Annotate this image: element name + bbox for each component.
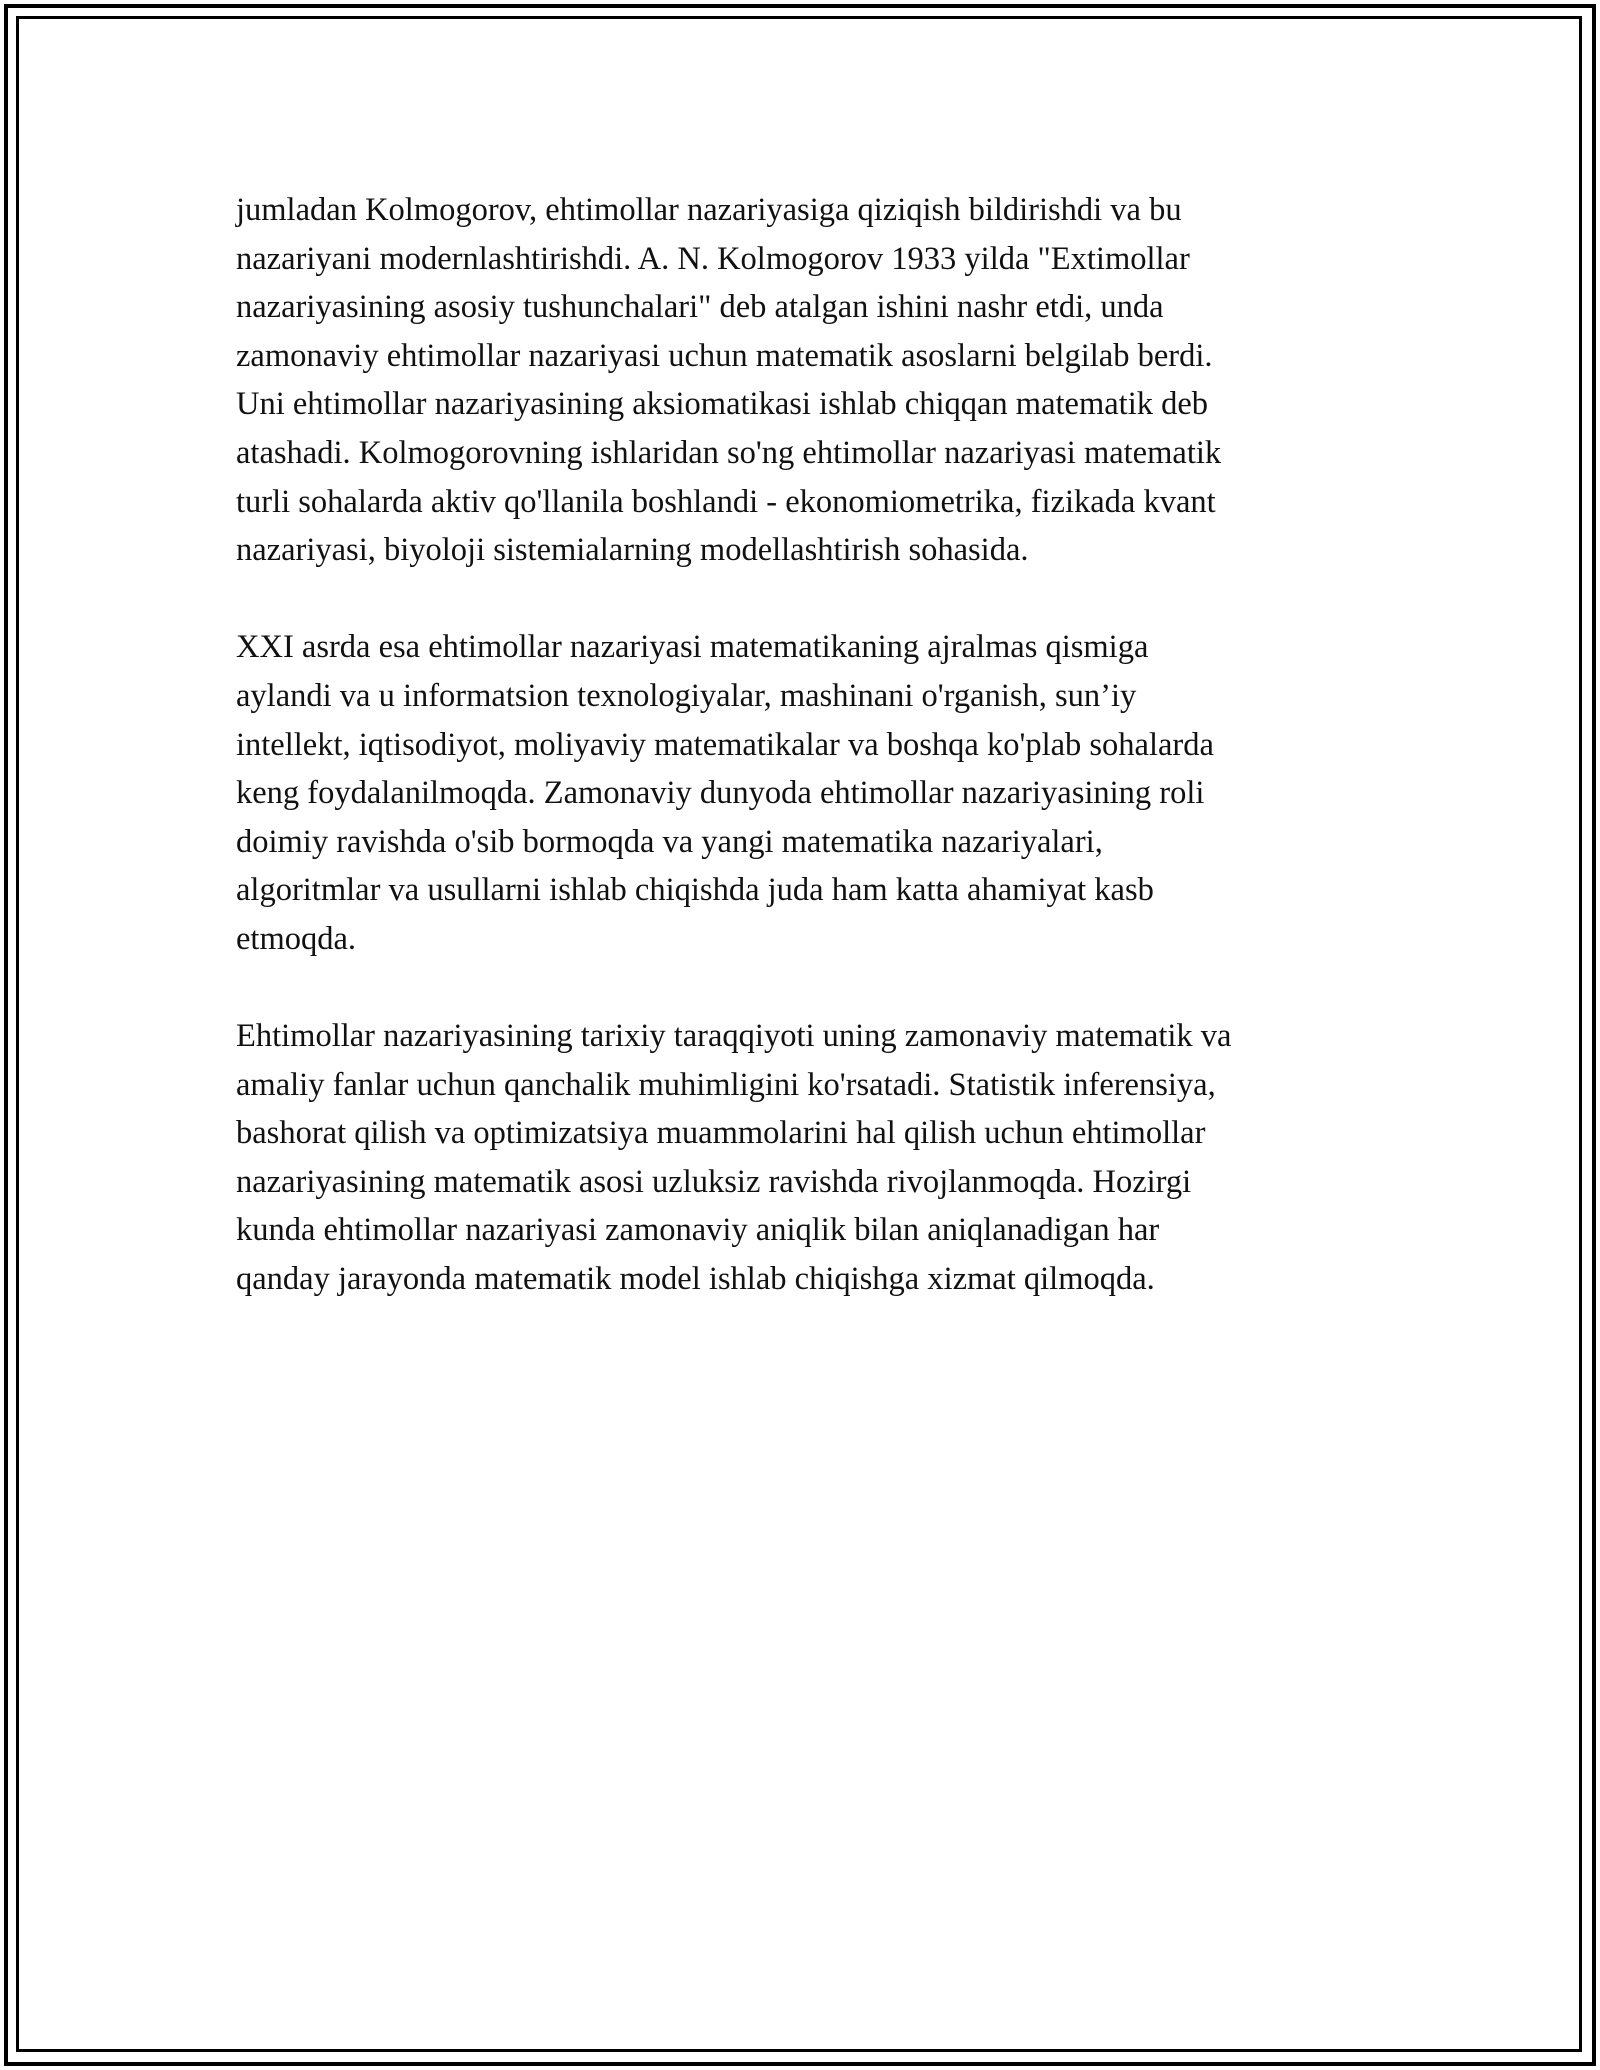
text-line: etmoqda. bbox=[236, 920, 357, 957]
text-line: algoritmlar va usullarni ishlab chiqishda juda ham katta ahamiyat kasb bbox=[236, 872, 1154, 909]
text-line: zamonaviy ehtimollar nazariyasi uchun matematik asoslarni belgilab berdi. bbox=[236, 337, 1213, 374]
text-line: jumladan Kolmogorov, ehtimollar nazariyasiga qiziqish bildirishdi va bu bbox=[236, 192, 1182, 228]
text-line: kunda ehtimollar nazariyasi zamonaviy aniqlik bilan aniqlanadigan har bbox=[236, 1212, 1160, 1249]
text-line: atashadi. Kolmogorovning ishlaridan so'ng ehtimollar nazariyasi matematik bbox=[236, 434, 1222, 471]
paragraph-xxi-century bbox=[236, 623, 1366, 963]
text-line: aylandi va u informatsion texnologiyalar, mashinani o'rganish, sun’iy bbox=[236, 677, 1137, 714]
text-line: nazariyasi, biyoloji sistemialarning modellashtirish sohasida. bbox=[236, 532, 1029, 569]
text-line: Uni ehtimollar nazariyasining aksiomatikasi ishlab chiqqan matematik deb bbox=[236, 386, 1209, 423]
text-line: bashorat qilish va optimizatsiya muammolarini hal qilish uchun ehtimollar bbox=[236, 1115, 1206, 1152]
text-line: turli sohalarda aktiv qo'llanila boshlandi - ekonomiometrika, fizikada kvant bbox=[236, 483, 1216, 520]
text-line: keng foydalanilmoqda. Zamonaviy dunyoda ehtimollar nazariyasining roli bbox=[236, 775, 1205, 812]
paragraph-historical-development bbox=[236, 1012, 1366, 1304]
text-line: qanday jarayonda matematik model ishlab chiqishga xizmat qilmoqda. bbox=[236, 1261, 1155, 1298]
text-line: intellekt, iqtisodiyot, moliyaviy matematikalar va boshqa ko'plab sohalarda bbox=[236, 726, 1214, 763]
document-body bbox=[236, 186, 1366, 1352]
text-line: nazariyani modernlashtirishdi. A. N. Kolmogorov 1933 yilda "Extimollar bbox=[236, 240, 1190, 277]
text-line: XXI asrda esa ehtimollar nazariyasi matematikaning ajralmas qismiga bbox=[236, 629, 1149, 666]
text-line: amaliy fanlar uchun qanchalik muhimligini ko'rsatadi. Statistik inferensiya, bbox=[236, 1066, 1216, 1103]
text-line: nazariyasining matematik asosi uzluksiz ravishda rivojlanmoqda. Hozirgi bbox=[236, 1163, 1192, 1200]
paragraph-kolmogorov bbox=[236, 186, 1366, 575]
text-line: nazariyasining asosiy tushunchalari" deb atalgan ishini nashr etdi, unda bbox=[236, 289, 1164, 326]
text-line: Ehtimollar nazariyasining tarixiy taraqqiyoti uning zamonaviy matematik va bbox=[236, 1018, 1232, 1055]
text-line: doimiy ravishda o'sib bormoqda va yangi matematika nazariyalari, bbox=[236, 823, 1103, 860]
